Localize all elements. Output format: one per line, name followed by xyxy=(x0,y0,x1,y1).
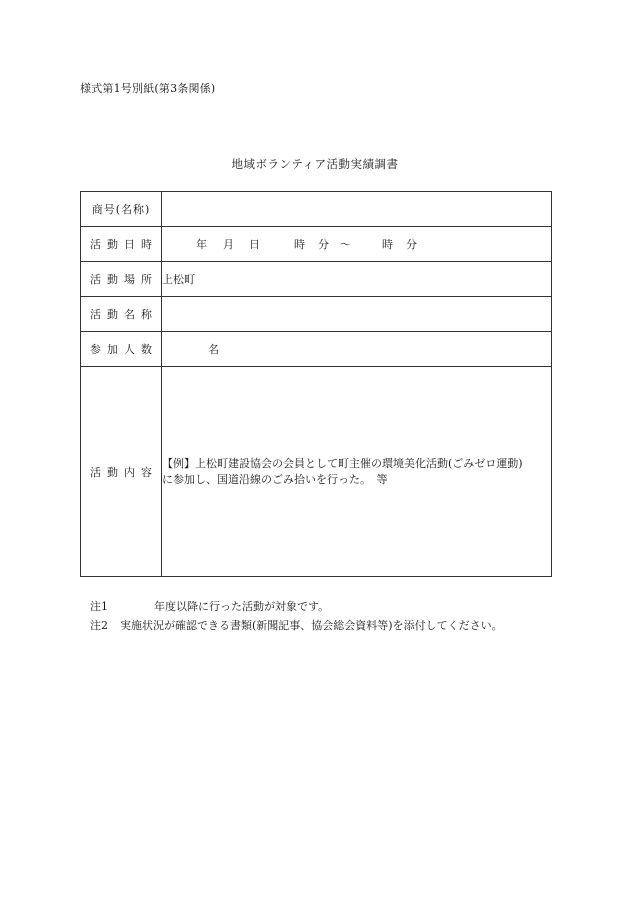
minute-unit: 分 xyxy=(318,238,329,251)
activity-name-label: 活動名称 xyxy=(81,297,162,332)
note-2 xyxy=(90,616,503,635)
content-field[interactable] xyxy=(162,367,552,577)
hour-unit-2: 時 xyxy=(382,238,393,251)
activity-date-label: 活動日時 xyxy=(81,227,162,262)
content-line-2: に参加し、国道沿線のごみ拾いを行った。 等 xyxy=(162,472,388,486)
minute-unit-2: 分 xyxy=(406,238,417,251)
tilde: ～ xyxy=(340,238,351,251)
row-trade-name xyxy=(81,192,552,227)
activity-date-field[interactable] xyxy=(162,227,552,262)
row-place xyxy=(81,262,552,297)
place-label: 活動場所 xyxy=(81,262,162,297)
note-1-text: 年度以降に行った活動が対象です。 xyxy=(154,600,330,613)
row-participants xyxy=(81,332,552,367)
trade-name-field[interactable] xyxy=(162,192,552,227)
trade-name-label: 商号(名称) xyxy=(81,192,162,227)
notes xyxy=(90,597,503,635)
note-1-number: 注1 xyxy=(90,600,108,613)
row-activity-date xyxy=(81,227,552,262)
participants-unit: 名 xyxy=(208,343,219,356)
hour-unit: 時 xyxy=(294,238,305,251)
content-label: 活動内容 xyxy=(81,367,162,577)
content-line-1: 【例】上松町建設協会の会員として町主催の環境美化活動(ごみゼロ運動) xyxy=(162,456,523,470)
year-unit: 年 xyxy=(196,238,207,251)
place-value[interactable]: 上松町 xyxy=(162,262,552,297)
participants-label: 参加人数 xyxy=(81,332,162,367)
row-content xyxy=(81,367,552,577)
note-2-number: 注2 xyxy=(90,619,108,632)
day-unit: 日 xyxy=(249,238,260,251)
note-2-text: 実施状況が確認できる書類(新聞記事、協会総会資料等)を添付してください。 xyxy=(120,619,503,632)
document-title: 地域ボランティア活動実績調書 xyxy=(231,157,399,171)
note-1 xyxy=(90,597,503,616)
form-reference: 様式第1号別紙(第3条関係) xyxy=(80,82,216,95)
month-unit: 月 xyxy=(223,238,234,251)
activity-report-table xyxy=(80,191,552,577)
activity-name-field[interactable] xyxy=(162,297,552,332)
row-activity-name xyxy=(81,297,552,332)
participants-field[interactable] xyxy=(162,332,552,367)
